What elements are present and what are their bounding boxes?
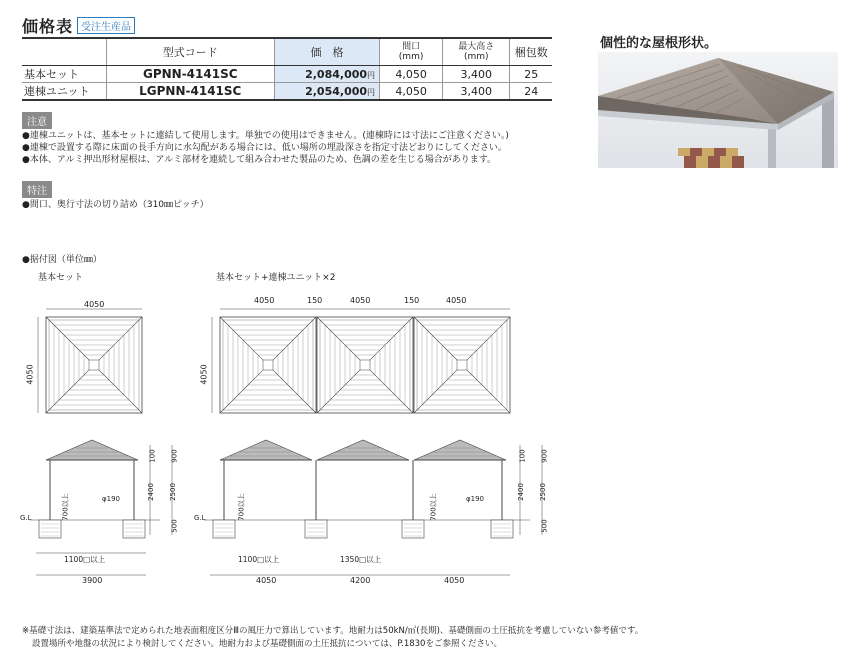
dim-combo-2500: 2500 [538,483,547,501]
row-price-value: 2,054,000 [305,84,368,98]
header-label [22,38,106,66]
header-width-unit: (mm) [398,52,424,62]
footer-line-2: 設置場所や地盤の状況により検討してください。地耐力および基礎側面の土圧抵抗については、P.1830をご参照ください。 [32,639,502,649]
basic-set-label: 基本セット [38,273,84,283]
header-code: 型式コード [106,38,274,66]
row-price-yen: 円 [367,87,376,97]
dim-combo-2400: 2400 [516,483,525,501]
dim-combo-2: 4050 [350,296,371,305]
price-table-header [22,38,552,66]
row-price-yen: 円 [367,70,376,80]
price-table [22,37,552,101]
header-height-unit: (mm) [463,52,489,62]
page-title [22,14,135,37]
dim-1100: 1100□以上 [64,555,106,564]
row-label: 基本セット [22,66,106,83]
dim-plan-width: 4050 [84,300,105,309]
diagram-heading: ●据付図（単位㎜） [22,255,102,265]
special-item: ●間口、奥行寸法の切り詰め（310㎜ピッチ） [22,200,209,210]
made-to-order-badge: 受注生産品 [77,17,135,34]
row-code: LGPNN-4141SC [106,83,274,101]
footer-line-1: ※基礎寸法は、建築基準法で定められた地表面粗度区分Ⅲの風圧力で算出しています。地耐力は50kN/㎡(長期)、基礎側面の土圧抵抗を考慮していない参考値です。 [22,626,644,636]
dim-combo-4200: 4200 [350,576,371,585]
dim-900: 900 [170,449,179,463]
header-price: 価 格 [274,38,379,66]
combo-set-label: 基本セット+連棟ユニット×2 [216,273,336,283]
product-photo [598,52,838,168]
row-width: 4,050 [380,83,443,101]
dim-500: 500 [170,519,179,533]
row-height: 3,400 [443,83,510,101]
dim-2400: 2400 [146,483,155,501]
dim-combo-1: 4050 [254,296,275,305]
row-code: GPNN-4141SC [106,66,274,83]
row-width: 4,050 [380,66,443,83]
special-list [22,199,209,211]
row-price [274,83,379,101]
special-heading: 特注 [22,181,52,198]
table-row [22,83,552,101]
note-item: ●本体、アルミ押出形材屋根は、アルミ部材を連続して組み合わせた製品のため、色調の差を生じる場合があります。 [22,155,497,165]
dim-phi190: φ190 [102,495,120,503]
dim-3900: 3900 [82,576,103,585]
table-row [22,66,552,83]
dim-combo-4050-right: 4050 [444,576,465,585]
page-title-text: 価格表 [22,17,74,36]
dim-gl: G.L [20,514,32,522]
dim-combo-depth: 4050 [199,364,209,385]
dim-2500: 2500 [168,483,177,501]
footer-note [22,625,643,651]
dim-combo-700-left: 700以上 [237,493,246,521]
header-height-text: 最大高さ [458,42,495,52]
dim-combo-100: 100 [518,449,527,463]
dim-combo-gap-1: 150 [307,296,323,305]
notes-heading: 注意 [22,112,52,129]
row-price [274,66,379,83]
photo-title: 個性的な屋根形状。 [600,36,718,51]
dim-combo-phi190: φ190 [466,495,484,503]
row-price-value: 2,084,000 [305,67,368,81]
row-packages: 25 [510,66,552,83]
dim-combo-1100: 1100□以上 [238,555,280,564]
header-width [380,38,443,66]
dim-plan-depth: 4050 [25,364,35,385]
note-item: ●連棟で設置する際に床面の長手方向に水勾配がある場合には、低い場所の埋設深さを指定寸法どおりにしてください。 [22,143,507,153]
dim-100: 100 [148,449,157,463]
note-item: ●連棟ユニットは、基本セットに連結して使用します。単独での使用はできません。(連棟時には寸法にご注意ください。) [22,131,509,141]
row-label: 連棟ユニット [22,83,106,101]
header-packages: 梱包数 [510,38,552,66]
dim-combo-4050-left: 4050 [256,576,277,585]
header-width-text: 間口 [402,42,421,52]
row-packages: 24 [510,83,552,101]
dim-combo-900: 900 [540,449,549,463]
dim-combo-700-right: 700以上 [429,493,438,521]
dim-combo-1350: 1350□以上 [340,555,382,564]
row-height: 3,400 [443,66,510,83]
dim-700: 700以上 [61,493,70,521]
dim-combo-gap-2: 150 [404,296,420,305]
dim-combo-3: 4050 [446,296,467,305]
notes-list [22,130,509,166]
dim-combo-500: 500 [540,519,549,533]
header-height [443,38,510,66]
dim-combo-gl: G.L [194,514,206,522]
